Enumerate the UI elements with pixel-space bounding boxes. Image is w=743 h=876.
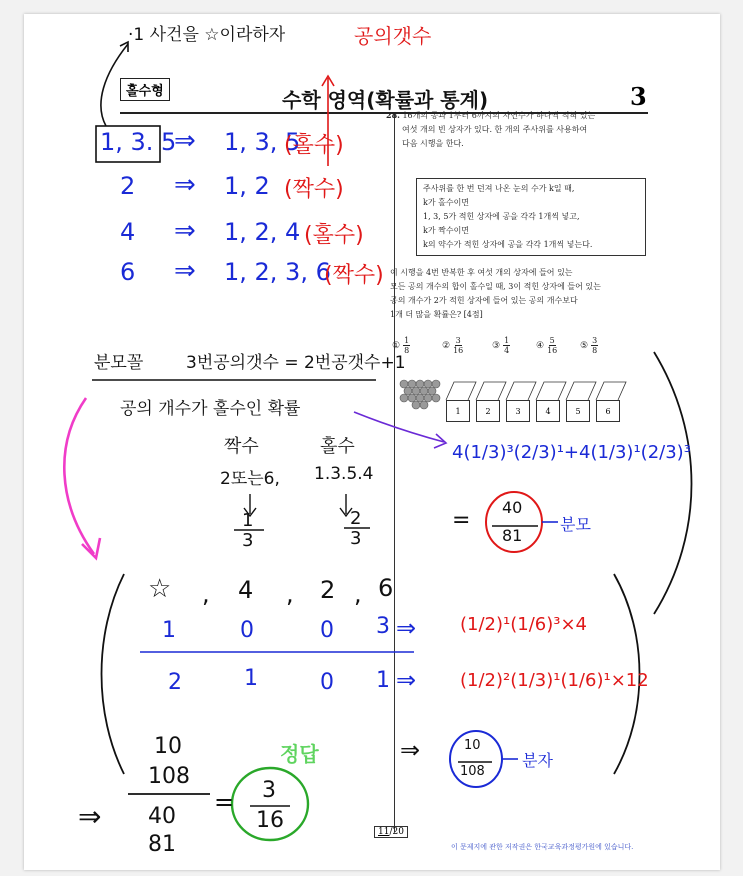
final-den-denominator: 81 — [148, 832, 176, 857]
option-1[interactable]: ① $\frac{1}{8}$ — [392, 336, 410, 355]
stem-line: 여섯 개의 빈 상자가 있다. 한 개의 주사위를 사용하여 — [402, 125, 588, 134]
fraction-two-numerator: 2 — [350, 508, 362, 529]
case-result: 1, 2 — [224, 172, 270, 200]
box-2: 2 — [476, 400, 500, 422]
table-head-star: ☆ — [148, 574, 172, 604]
arrow-glyph: ⇒ — [174, 216, 196, 246]
exam-page — [24, 14, 720, 870]
case-tag: (홀수) — [304, 223, 364, 248]
case-two: 2 — [120, 172, 136, 200]
answer-numerator: 3 — [262, 778, 276, 803]
arrow-glyph: ⇒ — [78, 800, 102, 833]
pink-arrow — [64, 398, 94, 554]
arrow-glyph: ⇒ — [174, 126, 196, 156]
box-1: 1 — [446, 400, 470, 422]
row2-probability-expr: (1/2)²(1/3)¹(1/6)¹×12 — [460, 670, 649, 691]
table-head-six: 6 — [378, 574, 394, 602]
option-2[interactable]: ② $\frac{3}{16}$ — [442, 336, 464, 355]
stem-line: 다음 시행을 한다. — [402, 139, 464, 148]
even-cases: 2또는6, — [220, 469, 280, 489]
option-4[interactable]: ④ $\frac{5}{16}$ — [536, 336, 558, 355]
answer-denominator: 16 — [256, 808, 284, 833]
condition-note: 3번공의갯수 = 2번공갯수+1 — [186, 353, 406, 373]
page-number: 3 — [630, 82, 647, 111]
option-5[interactable]: ⑤ $\frac{3}{8}$ — [580, 336, 598, 355]
case-six: 6 — [120, 258, 136, 286]
fraction-one-numerator: 1 — [242, 510, 254, 531]
table-row2-cell: 1 — [376, 668, 390, 693]
ball-count-note: 공의갯수 — [354, 24, 432, 48]
denominator-label: 분모꼴 — [94, 353, 144, 373]
table-row1-cell: 1 — [162, 618, 176, 643]
table-head-comma: , — [202, 580, 210, 608]
box-3: 3 — [506, 400, 530, 422]
odd-probability-note: 공의 개수가 홀수인 확률 — [120, 399, 301, 419]
condition-line: 1개 더 많을 확률은? [4점] — [390, 310, 483, 319]
fraction-two-denominator: 3 — [350, 528, 362, 549]
denominator-expression: 4(1/3)³(2/3)¹+4(1/3)¹(2/3)³ — [452, 442, 691, 463]
arrow-to-note — [101, 44, 128, 126]
case-tag: (짝수) — [324, 263, 384, 288]
case-odd: 1, 3. 5 — [100, 128, 177, 156]
question-number: 28. — [386, 110, 400, 120]
table-row2-cell: 2 — [168, 670, 182, 695]
table-head-two: 2 — [320, 576, 336, 604]
even-label: 짝수 — [224, 436, 259, 457]
table-row2-cell: 1 — [244, 666, 258, 691]
exam-type-badge: 홀수형 — [120, 78, 170, 101]
condition-line: 이 시행을 4번 반복한 후 여섯 개의 상자에 들어 있는 — [390, 268, 573, 277]
table-head-comma: , — [286, 580, 294, 608]
rule-line: k가 짝수이면 — [423, 226, 470, 235]
stem-line: 16개의 공과 1부터 6까지의 자연수가 하나씩 적혀 있는 — [402, 111, 596, 120]
numerator-value-den: 108 — [460, 764, 485, 779]
denominator-tag: 분모 — [560, 515, 591, 534]
arrow-glyph: ⇒ — [174, 256, 196, 286]
denominator-value-den: 81 — [502, 526, 523, 545]
equals-sign: = — [452, 508, 471, 533]
arrow-glyph: ⇒ — [396, 614, 417, 642]
copyright-notice: 이 문제지에 관한 저작권은 한국교육과정평가원에 있습니다. — [451, 843, 634, 851]
final-num-numerator: 10 — [154, 734, 182, 759]
fraction-one-denominator: 3 — [242, 530, 254, 551]
answer-label: 정답 — [280, 742, 319, 766]
numerator-value-num: 10 — [464, 738, 481, 753]
rule-line: k가 홀수이면 — [423, 198, 470, 207]
odd-cases: 1.3.5.4 — [314, 464, 374, 484]
case-result: 1, 3, 5 — [224, 128, 301, 156]
case-result: 1, 2, 3, 6 — [224, 258, 331, 286]
equals-sign: = — [214, 788, 235, 816]
box-4: 4 — [536, 400, 560, 422]
table-head-comma: , — [354, 580, 362, 608]
arrow-glyph: ⇒ — [396, 666, 417, 694]
final-num-denominator: 108 — [148, 764, 190, 789]
table-row2-cell: 0 — [320, 670, 334, 695]
case-tag: (홀수) — [284, 133, 344, 158]
table-head-four: 4 — [238, 576, 254, 604]
page-title: 수학 영역(확률과 통계) — [282, 88, 489, 112]
row1-probability-expr: (1/2)¹(1/6)³×4 — [460, 614, 587, 635]
rule-line: k의 약수가 적힌 상자에 공을 각각 1개씩 넣는다. — [423, 240, 593, 249]
numerator-tag: 분자 — [522, 751, 553, 770]
purple-arrow — [354, 412, 444, 442]
rule-line: 1, 3, 5가 적힌 상자에 공을 각각 1개씩 넣고, — [423, 212, 580, 221]
case-result: 1, 2, 4 — [224, 218, 301, 246]
case-four: 4 — [120, 218, 136, 246]
rule-line: 주사위를 한 번 던져 나온 눈의 수가 k일 때, — [423, 184, 575, 193]
case-tag: (짝수) — [284, 177, 344, 202]
condition-line: 공의 개수가 2가 적힌 상자에 들어 있는 공의 개수보다 — [390, 296, 578, 305]
condition-line: 모든 공의 개수의 합이 홀수일 때, 3이 적힌 상자에 들어 있는 — [390, 282, 601, 291]
table-row1-cell: 3 — [376, 614, 390, 639]
box-6: 6 — [596, 400, 620, 422]
table-row1-cell: 0 — [320, 618, 334, 643]
table-row1-cell: 0 — [240, 618, 254, 643]
odd-label: 홀수 — [320, 436, 355, 457]
arrow-glyph: ⇒ — [174, 170, 196, 200]
option-3[interactable]: ③ $\frac{1}{4}$ — [492, 336, 510, 355]
box-5: 5 — [566, 400, 590, 422]
final-den-numerator: 40 — [148, 804, 176, 829]
arrow-glyph: ⇒ — [400, 736, 421, 764]
denominator-value-num: 40 — [502, 498, 523, 517]
page-indicator: 11/20 — [374, 826, 408, 838]
event-note: ·1 사건을 ☆이라하자 — [128, 25, 286, 45]
